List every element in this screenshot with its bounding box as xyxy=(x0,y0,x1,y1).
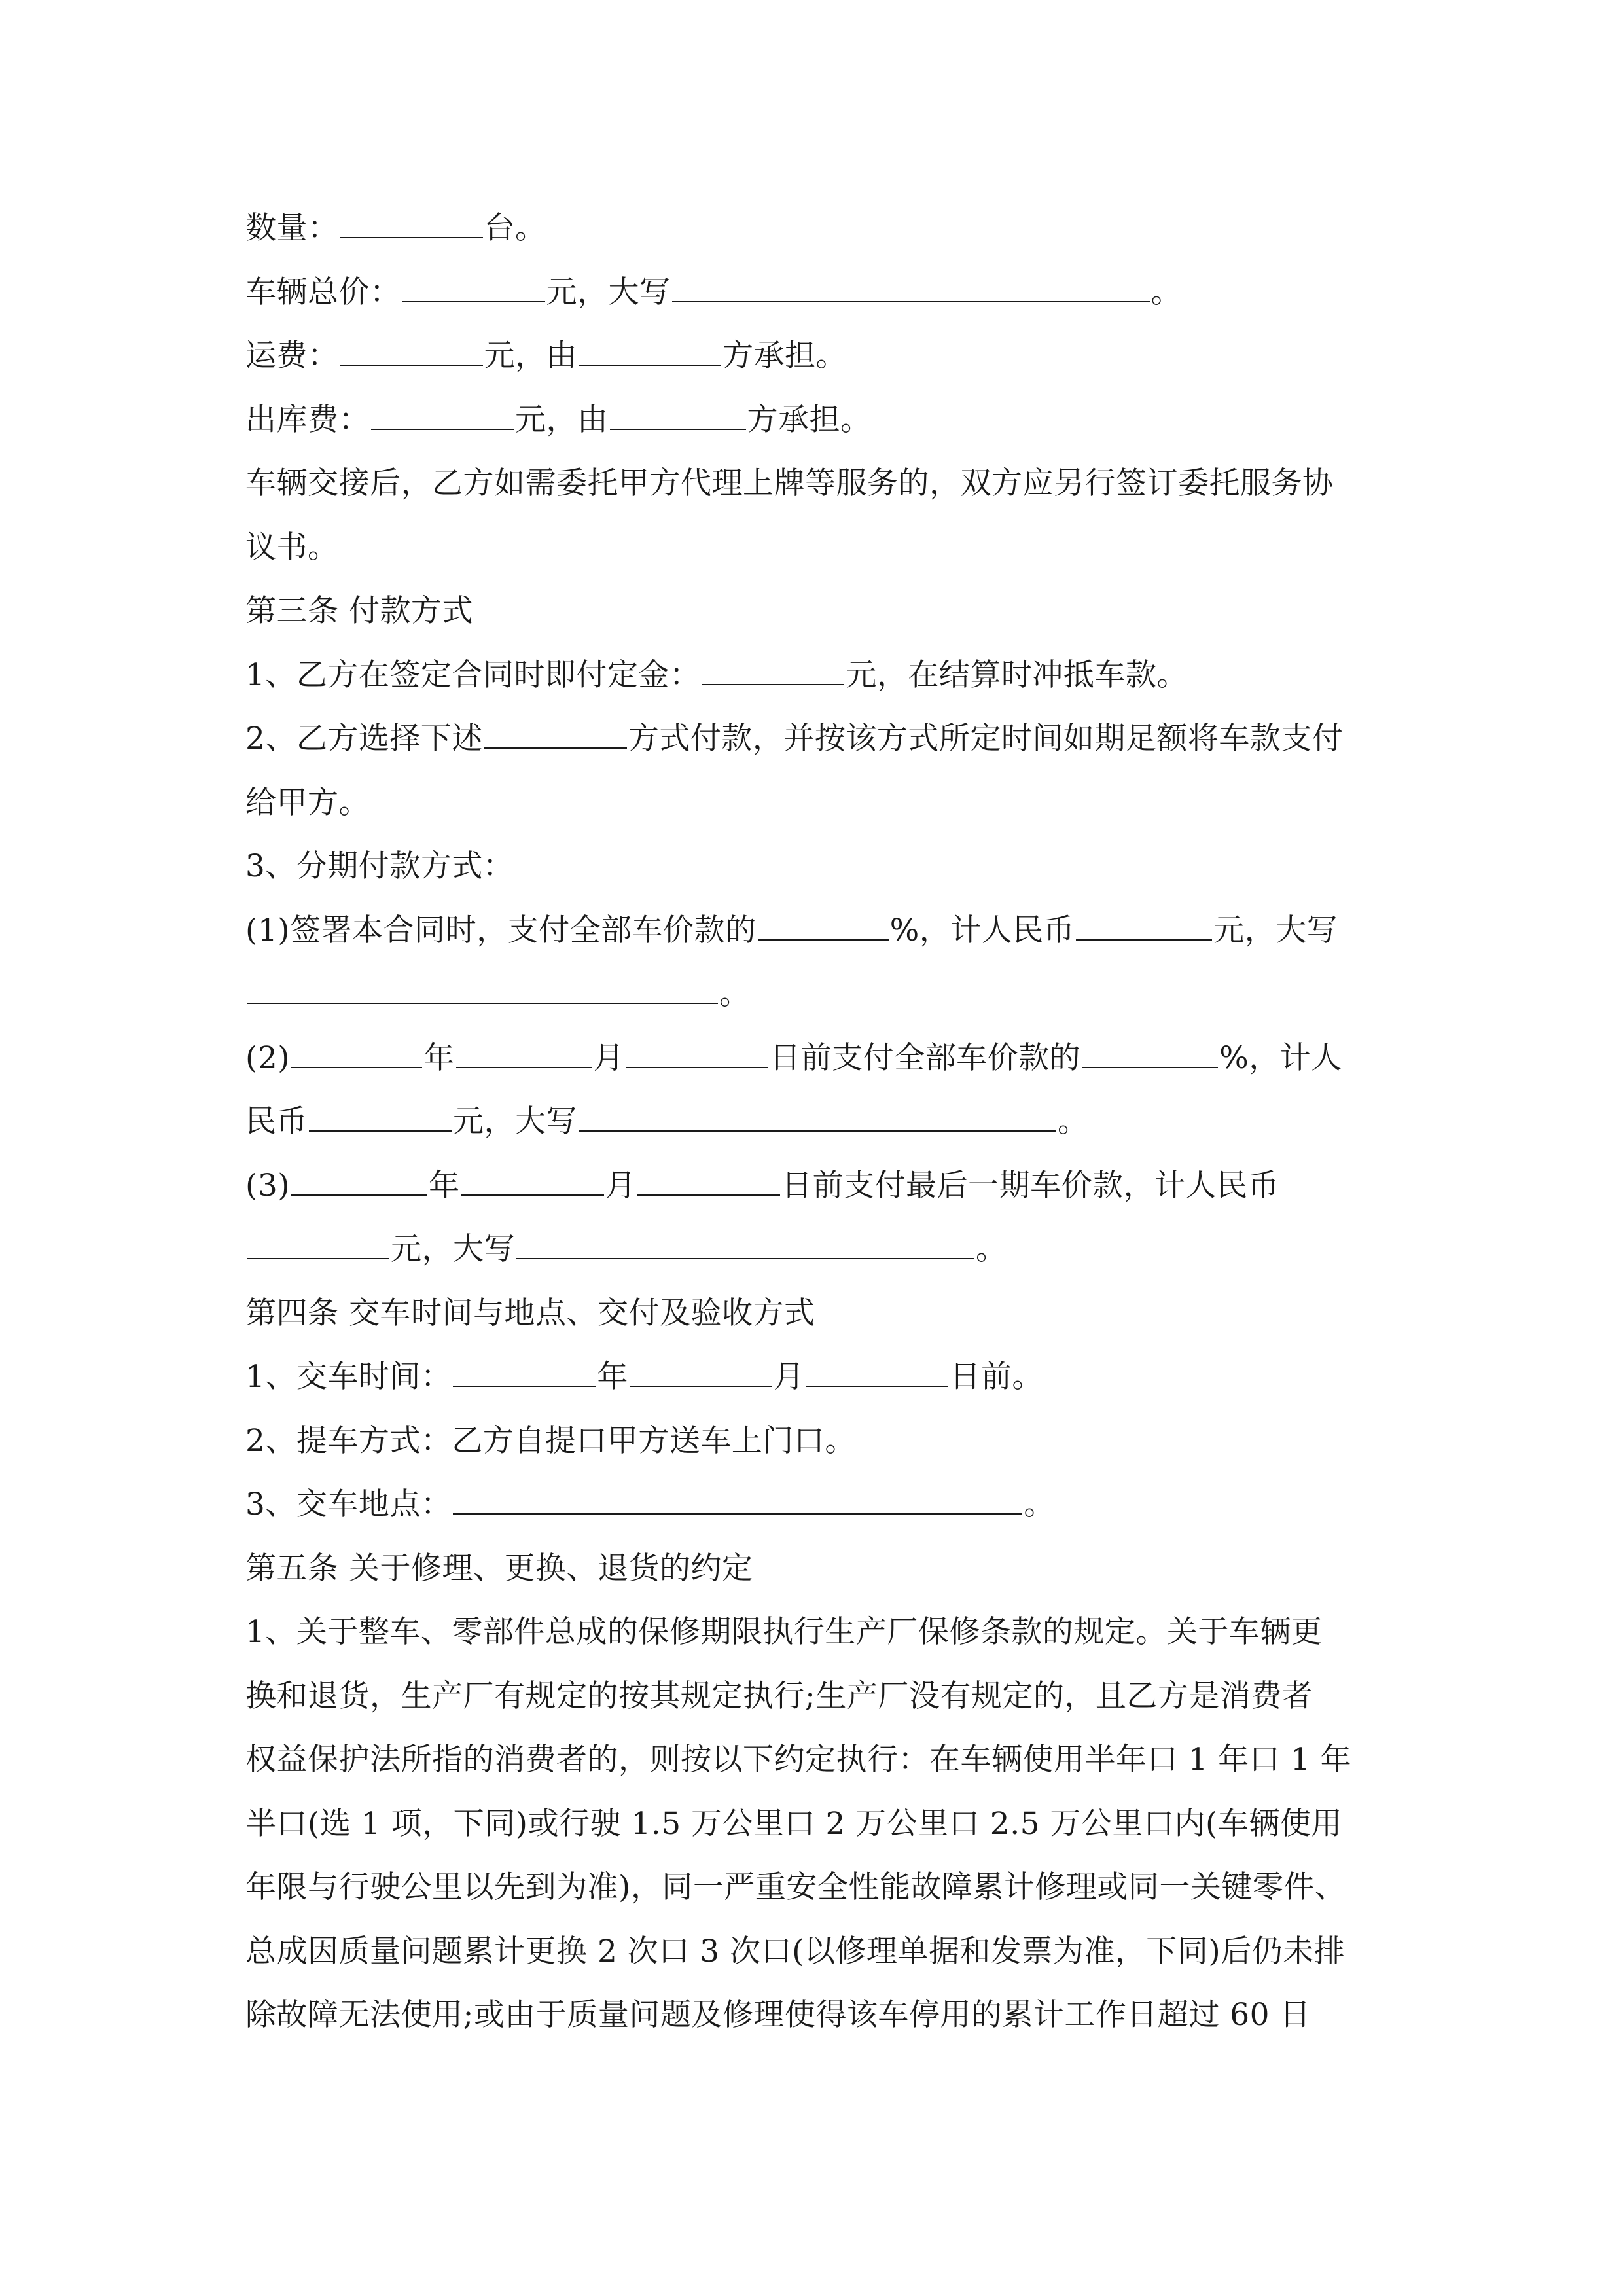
text: 年 xyxy=(429,1167,460,1204)
freight-blank[interactable] xyxy=(340,338,483,366)
installment-3-day-blank[interactable] xyxy=(637,1168,780,1196)
text: 年 xyxy=(597,1359,628,1395)
text: 1、交车时间： xyxy=(245,1359,452,1395)
installment-1-words-line xyxy=(245,962,1400,1026)
outbound-party-blank[interactable] xyxy=(610,403,746,430)
text: 车辆总价： xyxy=(245,274,401,310)
outbound-fee-line xyxy=(245,388,1400,452)
text: 民币 xyxy=(245,1103,308,1139)
text: 。 xyxy=(976,1231,1007,1267)
text: 。 xyxy=(1024,1486,1055,1522)
paragraph-line: 总成因质量问题累计更换 2 次口 3 次口(以修理单据和发票为准，下同)后仍未排 xyxy=(245,1933,1346,1969)
quantity-blank[interactable] xyxy=(340,211,483,238)
delivery-place-blank[interactable] xyxy=(453,1487,1022,1515)
installment-1-words-blank[interactable] xyxy=(247,977,718,1004)
text: (2) xyxy=(245,1039,291,1076)
text: %，计人民币 xyxy=(889,912,1075,948)
installment-3-amount-line xyxy=(245,1217,1400,1282)
paragraph-line: 半口(选 1 项，下同)或行驶 1.5 万公里口 2 万公里口 2.5 万公里口内(车辆使用 xyxy=(245,1805,1342,1842)
text: 出库费： xyxy=(245,401,370,438)
total-price-line xyxy=(245,260,1400,325)
text: 月 xyxy=(593,1039,625,1076)
text: 日前支付全部车价款的 xyxy=(770,1039,1081,1076)
text: (1)签署本合同时，支付全部车价款的 xyxy=(245,912,757,948)
delivery-day-blank[interactable] xyxy=(806,1359,948,1387)
freight-line xyxy=(245,324,1400,388)
contract-body xyxy=(245,196,1400,2047)
text: 日前。 xyxy=(950,1359,1043,1395)
paragraph-line: 车辆交接后，乙方如需委托甲方代理上牌等服务的，双方应另行签订委托服务协 xyxy=(245,465,1334,501)
installment-2-percent-blank[interactable] xyxy=(1082,1041,1218,1068)
paragraph-line: 3、分期付款方式： xyxy=(245,848,514,884)
freight-party-blank[interactable] xyxy=(579,338,721,366)
total-price-blank[interactable] xyxy=(402,275,545,302)
installment-1-amount-blank[interactable] xyxy=(1076,913,1212,941)
outbound-fee-blank[interactable] xyxy=(371,403,514,430)
text: 方承担。 xyxy=(747,401,872,438)
text: 日前支付最后一期车价款，计人民币 xyxy=(781,1167,1279,1204)
text: 月 xyxy=(773,1359,805,1395)
installment-2-year-blank[interactable] xyxy=(291,1041,422,1068)
installment-3-amount-blank[interactable] xyxy=(247,1232,389,1259)
text: 1、乙方在签定合同时即付定金： xyxy=(245,656,701,693)
text: 。 xyxy=(719,976,751,1012)
installment-3-month-blank[interactable] xyxy=(461,1168,604,1196)
paragraph-line: 给甲方。 xyxy=(245,784,370,821)
article-5-heading: 第五条 关于修理、更换、退货的约定 xyxy=(245,1550,753,1587)
text: 方承担。 xyxy=(722,338,847,374)
text: 。 xyxy=(1150,274,1182,310)
installment-1-percent-blank[interactable] xyxy=(758,913,889,941)
installment-2-words-blank[interactable] xyxy=(579,1104,1056,1132)
text: 运费： xyxy=(245,338,339,374)
text: %，计人 xyxy=(1219,1039,1342,1076)
total-price-words-blank[interactable] xyxy=(672,275,1150,302)
text: 3、交车地点： xyxy=(245,1486,452,1522)
installment-2-day-blank[interactable] xyxy=(626,1041,768,1068)
installment-3-year-blank[interactable] xyxy=(291,1168,427,1196)
text: 方式付款，并按该方式所定时间如期足额将车款支付 xyxy=(628,721,1344,757)
text: 元，由 xyxy=(515,401,609,438)
paragraph-line: 换和退货，生产厂有规定的按其规定执行;生产厂没有规定的，且乙方是消费者 xyxy=(245,1677,1313,1714)
paragraph-line: 权益保护法所指的消费者的，则按以下约定执行：在车辆使用半年口 1 年口 1 年 xyxy=(245,1742,1352,1778)
installment-2-amount-line xyxy=(245,1090,1400,1154)
payment-method-blank[interactable] xyxy=(484,721,627,749)
text: 月 xyxy=(605,1167,637,1204)
deposit-blank[interactable] xyxy=(702,658,844,685)
text: 元，在结算时冲抵车款。 xyxy=(846,656,1188,693)
text: 台。 xyxy=(484,210,546,246)
text: 元，大写 xyxy=(391,1231,515,1267)
pickup-method-line: 2、提车方式：乙方自提口甲方送车上门口。 xyxy=(245,1422,856,1459)
installment-3-words-blank[interactable] xyxy=(516,1232,974,1259)
quantity-line xyxy=(245,196,1400,260)
text: 元，大写 xyxy=(1213,912,1338,948)
text: 2、乙方选择下述 xyxy=(245,721,483,757)
article-3-heading: 第三条 付款方式 xyxy=(245,593,473,629)
delivery-time-line xyxy=(245,1345,1400,1409)
installment-3-line xyxy=(245,1154,1400,1218)
text: 元，大写 xyxy=(546,274,671,310)
text: (3) xyxy=(245,1167,291,1204)
installment-2-line xyxy=(245,1026,1400,1090)
installment-2-month-blank[interactable] xyxy=(456,1041,592,1068)
text: 数量： xyxy=(245,210,339,246)
text: 年 xyxy=(423,1039,455,1076)
installment-2-amount-blank[interactable] xyxy=(309,1104,452,1132)
text: 元，大写 xyxy=(453,1103,577,1139)
delivery-month-blank[interactable] xyxy=(630,1359,772,1387)
delivery-year-blank[interactable] xyxy=(453,1359,596,1387)
paragraph-line: 议书。 xyxy=(245,529,339,565)
payment-method-line xyxy=(245,707,1400,771)
paragraph-line: 年限与行驶公里以先到为准)，同一严重安全性能故障累计修理或同一关键零件、 xyxy=(245,1869,1346,1905)
text: 。 xyxy=(1058,1103,1089,1139)
paragraph-line: 1、关于整车、零部件总成的保修期限执行生产厂保修条款的规定。关于车辆更 xyxy=(245,1614,1323,1650)
article-4-heading: 第四条 交车时间与地点、交付及验收方式 xyxy=(245,1295,815,1331)
deposit-line xyxy=(245,643,1400,708)
text: 元，由 xyxy=(484,338,577,374)
paragraph-line: 除故障无法使用;或由于质量问题及修理使得该车停用的累计工作日超过 60 日 xyxy=(245,1997,1311,2033)
delivery-place-line xyxy=(245,1473,1400,1537)
installment-1-line xyxy=(245,899,1400,963)
